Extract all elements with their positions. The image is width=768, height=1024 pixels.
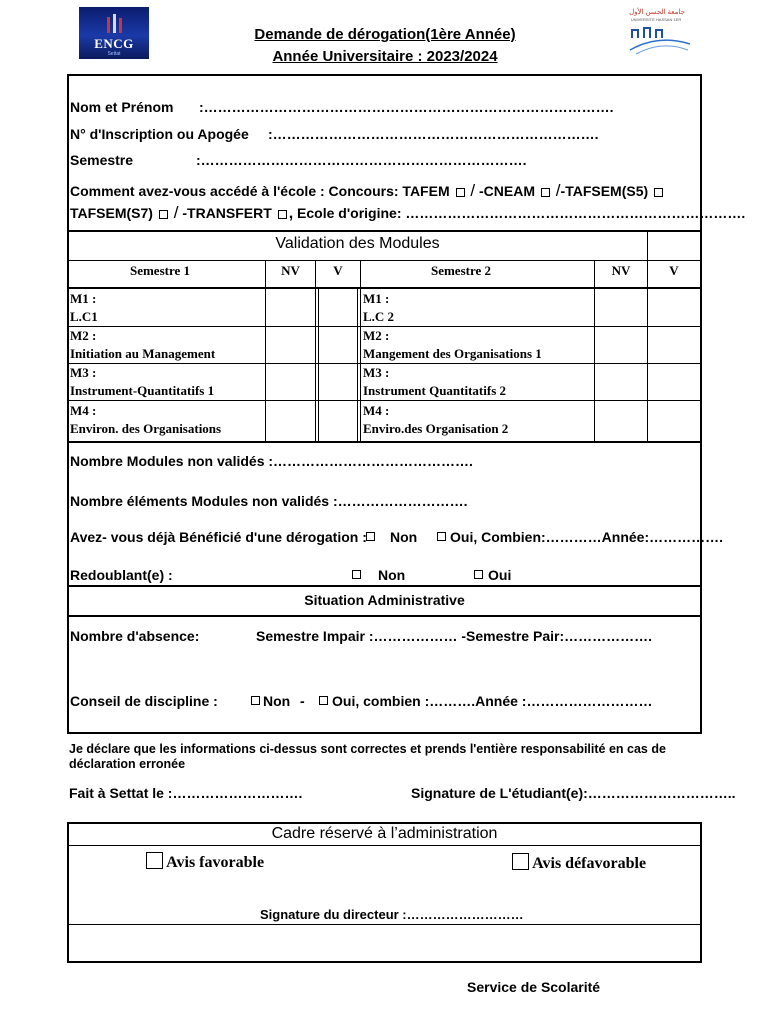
nv-header-s1: NV xyxy=(281,263,300,278)
access-question: Comment avez-vous accédé à l'école : Concours: TAFEM xyxy=(70,183,450,199)
module-s1-m3: M3 : Instrument-Quantitatifs 1 xyxy=(70,365,215,398)
module-s2-m2: M2 : Mangement des Organisations 1 xyxy=(363,328,542,361)
avis-defavorable xyxy=(512,853,646,873)
name-label: Nom et Prénom xyxy=(70,99,174,115)
tafsem5-checkbox[interactable] xyxy=(654,188,663,197)
slash-2: / xyxy=(555,181,561,200)
semestre-field[interactable]: :……………………………………………………………. xyxy=(196,152,527,168)
academic-year: Année Universitaire : 2023/2024 xyxy=(272,48,498,65)
divider xyxy=(67,845,702,846)
absence-label: Nombre d'absence: xyxy=(70,628,200,644)
university-emblem-icon xyxy=(628,24,692,56)
derogation-oui-checkbox[interactable] xyxy=(437,532,446,541)
building-icon xyxy=(101,13,127,35)
service-label: Service de Scolarité xyxy=(467,979,601,995)
redoublant-oui-checkbox[interactable] xyxy=(474,570,483,579)
divider xyxy=(360,261,361,442)
module-s1-m2: M2 : Initiation au Management xyxy=(70,328,216,361)
semestre2-header: Semestre 2 xyxy=(430,263,492,278)
dash: - xyxy=(300,693,305,709)
discipline-oui-field[interactable]: Oui, combien :……….Année :……………………… xyxy=(332,693,653,709)
module-s2-m3: M3 : Instrument Quantitatifs 2 xyxy=(363,365,507,398)
derogation-non-checkbox[interactable] xyxy=(366,532,375,541)
defavorable-checkbox[interactable] xyxy=(512,853,529,870)
non-valides-field[interactable]: Nombre Modules non validés :……………………………………. xyxy=(70,453,473,469)
divider xyxy=(265,261,266,442)
situation-title: Situation Administrative xyxy=(304,592,465,608)
module-s2-m4: M4 : Enviro.des Organisation 2 xyxy=(363,403,509,436)
discipline-non-label: Non xyxy=(263,693,291,709)
divider xyxy=(647,261,648,442)
discipline-oui-checkbox[interactable] xyxy=(319,696,328,705)
redoublant-oui-label: Oui xyxy=(488,567,512,583)
nv-header-s2: NV xyxy=(611,263,631,278)
derogation-oui-field[interactable]: Oui, Combien:…………Année:……………. xyxy=(450,529,723,545)
fait-a-field[interactable]: Fait à Settat le :………………………. xyxy=(69,785,303,801)
divider xyxy=(67,441,702,443)
encg-logo-subtext: Settat xyxy=(107,51,121,57)
divider xyxy=(67,230,702,232)
student-signature-field[interactable]: Signature de L'étudiant(e):………………………….. xyxy=(411,785,736,801)
divider xyxy=(594,261,595,442)
divider xyxy=(67,924,702,925)
divider xyxy=(318,288,319,441)
discipline-label: Conseil de discipline : xyxy=(70,693,218,709)
favorable-checkbox[interactable] xyxy=(146,852,163,869)
modules-title: Validation des Modules xyxy=(275,235,440,252)
elements-non-valides-field[interactable]: Nombre éléments Modules non validés :………………………. xyxy=(70,493,468,509)
divider xyxy=(357,288,358,441)
v-header-s1: V xyxy=(333,263,343,278)
module-s2-m1: M1 : L.C 2 xyxy=(363,291,395,324)
transfert-label: -TRANSFERT xyxy=(182,205,272,221)
name-field[interactable]: :……………………………………………………………………………. xyxy=(199,99,614,115)
encg-logo xyxy=(79,7,149,59)
university-logo: جامعة الحسن الأول UNIVERSITÉ HASSAN 1ER xyxy=(614,8,698,58)
module-s1-m1: M1 : L.C1 xyxy=(70,291,98,324)
slash-3: / xyxy=(173,203,179,222)
cneam-checkbox[interactable] xyxy=(541,188,550,197)
tafsem7-label: TAFSEM(S7) xyxy=(70,205,153,221)
origin-field[interactable]: Ecole d'origine: ………………………………………………………………. xyxy=(297,205,746,221)
divider xyxy=(67,400,702,401)
inscription-label: N° d'Inscription ou Apogée xyxy=(70,126,249,142)
divider xyxy=(67,260,702,261)
comma: , xyxy=(288,205,294,222)
derogation-non-label: Non xyxy=(390,529,418,545)
divider xyxy=(67,615,702,617)
redoublant-label: Redoublant(e) : xyxy=(70,567,173,583)
v-header-s2: V xyxy=(669,263,679,278)
access-line-2 xyxy=(70,203,745,223)
derogation-question: Avez- vous déjà Bénéficié d'une dérogation : xyxy=(70,529,367,545)
discipline-non-checkbox[interactable] xyxy=(251,696,260,705)
module-s1-m4: M4 : Environ. des Organisations xyxy=(70,403,222,436)
admin-box xyxy=(67,822,702,963)
divider xyxy=(67,287,702,289)
absence-field[interactable]: Semestre Impair :……………… -Semestre Pair:………………. xyxy=(256,628,652,644)
tafsem5-label: -TAFSEM(S5) xyxy=(560,183,649,199)
page-title: Demande de dérogation(1ère Année) xyxy=(254,26,516,43)
semestre-label: Semestre xyxy=(70,152,134,168)
avis-favorable xyxy=(146,852,264,872)
admin-box-title: Cadre réservé à l’administration xyxy=(271,825,498,842)
divider xyxy=(315,261,316,442)
tafem-checkbox[interactable] xyxy=(456,188,465,197)
semestre1-header: Semestre 1 xyxy=(129,263,191,278)
inscription-field[interactable]: :……………………………………………………………. xyxy=(268,126,599,142)
defavorable-label: Avis défavorable xyxy=(532,855,647,872)
tafsem7-checkbox[interactable] xyxy=(159,210,168,219)
access-line-1 xyxy=(70,181,665,201)
declaration-text: Je déclare que les informations ci-dessus sont correctes et prends l'entière responsabilité en cas de déclaration erronée xyxy=(69,742,666,771)
director-signature-field[interactable]: Signature du directeur :……………………… xyxy=(260,907,524,922)
encg-logo-text: ENCG xyxy=(94,36,134,51)
redoublant-non-checkbox[interactable] xyxy=(352,570,361,579)
favorable-label: Avis favorable xyxy=(166,854,265,871)
redoublant-non-label: Non xyxy=(378,567,406,583)
transfert-checkbox[interactable] xyxy=(278,210,287,219)
slash-1: / xyxy=(470,181,476,200)
divider xyxy=(67,585,702,587)
cneam-label: -CNEAM xyxy=(479,183,536,199)
